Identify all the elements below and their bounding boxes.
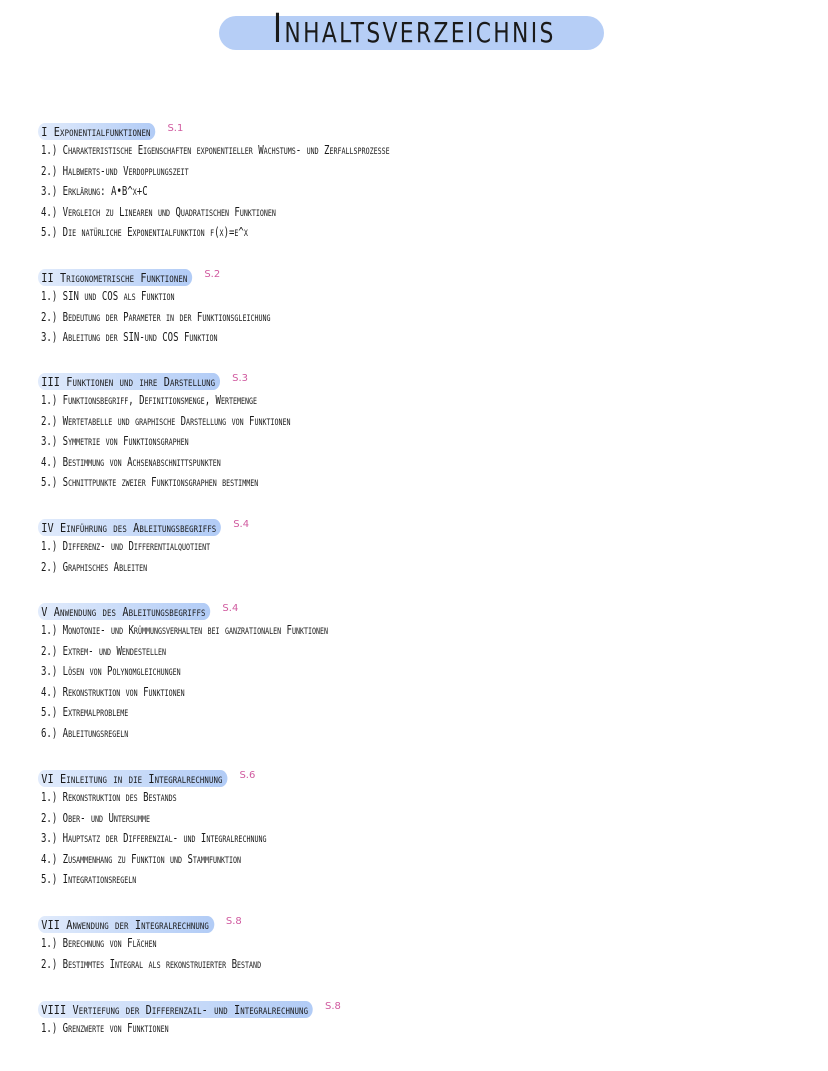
section-heading: VIII Vertiefung der Differenzail- und Integralrechnung (38, 1001, 313, 1018)
section-heading-row (38, 267, 352, 289)
toc-item: 3.) Ableitung der SIN-und COS Funktion (40, 330, 218, 345)
toc-item: 4.) Vergleich zu Linearen und Quadratischen Funktionen (40, 204, 276, 219)
toc-item: 3.) Hauptsatz der Differenzial- und Integralrechnung (40, 831, 267, 846)
toc-item: 2.) Wertetabelle und graphische Darstellung von Funktionen (40, 413, 291, 428)
section-heading-row (38, 371, 379, 393)
toc-section (38, 768, 347, 893)
toc-item: 4.) Rekonstruktion von Funktionen (40, 684, 185, 699)
toc-section (38, 914, 339, 977)
section-page-ref: S.4 (233, 519, 250, 530)
toc-item: 3.) Symmetrie von Funktionsgraphen (40, 434, 189, 449)
section-page-ref: S.6 (239, 770, 256, 781)
title-wrap (0, 6, 828, 52)
section-heading: VII Anwendung der Integralrechnung (38, 916, 214, 933)
section-heading: IV Einführung des Ableitungsbegriffs (38, 519, 221, 536)
section-heading: II Trigonometrische Funktionen (38, 269, 192, 286)
toc-item: 5.) Schnittpunkte zweier Funktionsgraphen bestimmen (40, 475, 259, 490)
toc-item: 2.) Graphisches Ableiten (40, 559, 148, 574)
toc-item: 3.) Erklärung: A•B^x+C (40, 184, 148, 199)
section-heading: V Anwendung des Ableitungsbegriffs (38, 603, 210, 620)
toc-section (38, 267, 352, 351)
page-title: Inhaltsverzeichnis (272, 6, 556, 52)
toc-section (38, 517, 271, 580)
toc-item: 1.) Rekonstruktion des Bestands (40, 790, 177, 804)
section-page-ref: S.8 (325, 1001, 341, 1012)
toc-item: 1.) Monotonie- und Krümmungsverhalten bei ganzrationalen Funktionen (40, 623, 329, 637)
toc-section (38, 999, 373, 1042)
toc-item: 4.) Bestimmung von Achsenabschnittspunkten (40, 454, 221, 469)
section-page-ref: S.3 (232, 373, 249, 384)
section-heading-row (38, 914, 339, 936)
section-page-ref: S.2 (204, 269, 221, 280)
section-page-ref: S.4 (222, 603, 239, 614)
toc-item: 2.) Bedeutung der Parameter in der Funktionsgleichung (40, 309, 271, 324)
toc-item: 2.) Halbwerts-und Verdopplungszeit (40, 163, 189, 178)
section-heading: I Exponentialfunktionen (38, 123, 155, 140)
toc-item: 1.) Funktionsbegriff, Definitionsmenge, Wertemenge (40, 393, 258, 407)
toc-item: 2.) Bestimmtes Integral als rekonstruierter Bestand (40, 956, 262, 971)
toc-section (38, 601, 430, 747)
toc-item: 3.) Lösen von Polynomgleichungen (40, 664, 181, 679)
toc-item: 1.) Berechnung von Flächen (40, 936, 157, 950)
toc-item: 1.) Grenzwerte von Funktionen (40, 1021, 169, 1035)
toc-item: 4.) Zusammenhang zu Funktion und Stammfunktion (40, 851, 242, 866)
toc-item: 2.) Ober- und Untersumme (40, 810, 150, 825)
toc-section (38, 121, 513, 246)
section-heading-row (38, 768, 347, 790)
toc-item: 5.) Extremalprobleme (40, 705, 129, 720)
section-page-ref: S.8 (225, 916, 242, 927)
section-heading-row (38, 601, 430, 623)
section-heading-row (38, 517, 271, 539)
section-heading: VI Einleitung in die Integralrechnung (38, 770, 227, 787)
toc-item: 6.) Ableitungsregeln (40, 725, 129, 740)
toc-item: 1.) SIN und COS als Funktion (40, 289, 175, 303)
toc-item: 1.) Charakteristische Eigenschaften exponentieller Wachstums- und Zerfallsprozesse (40, 143, 390, 157)
toc-item: 1.) Differenz- und Differentialquotient (40, 539, 211, 553)
toc-item: 5.) Integrationsregeln (40, 872, 137, 887)
toc-item: 2.) Extrem- und Wendestellen (40, 643, 167, 658)
toc-item: 5.) Die natürliche Exponentialfunktion f(x)=e^x (40, 225, 248, 240)
section-heading: III Funktionen und ihre Darstellung (38, 373, 220, 390)
section-heading-row (38, 999, 373, 1021)
toc-section (38, 371, 379, 496)
section-heading-row (38, 121, 513, 143)
section-page-ref: S.1 (167, 123, 184, 134)
